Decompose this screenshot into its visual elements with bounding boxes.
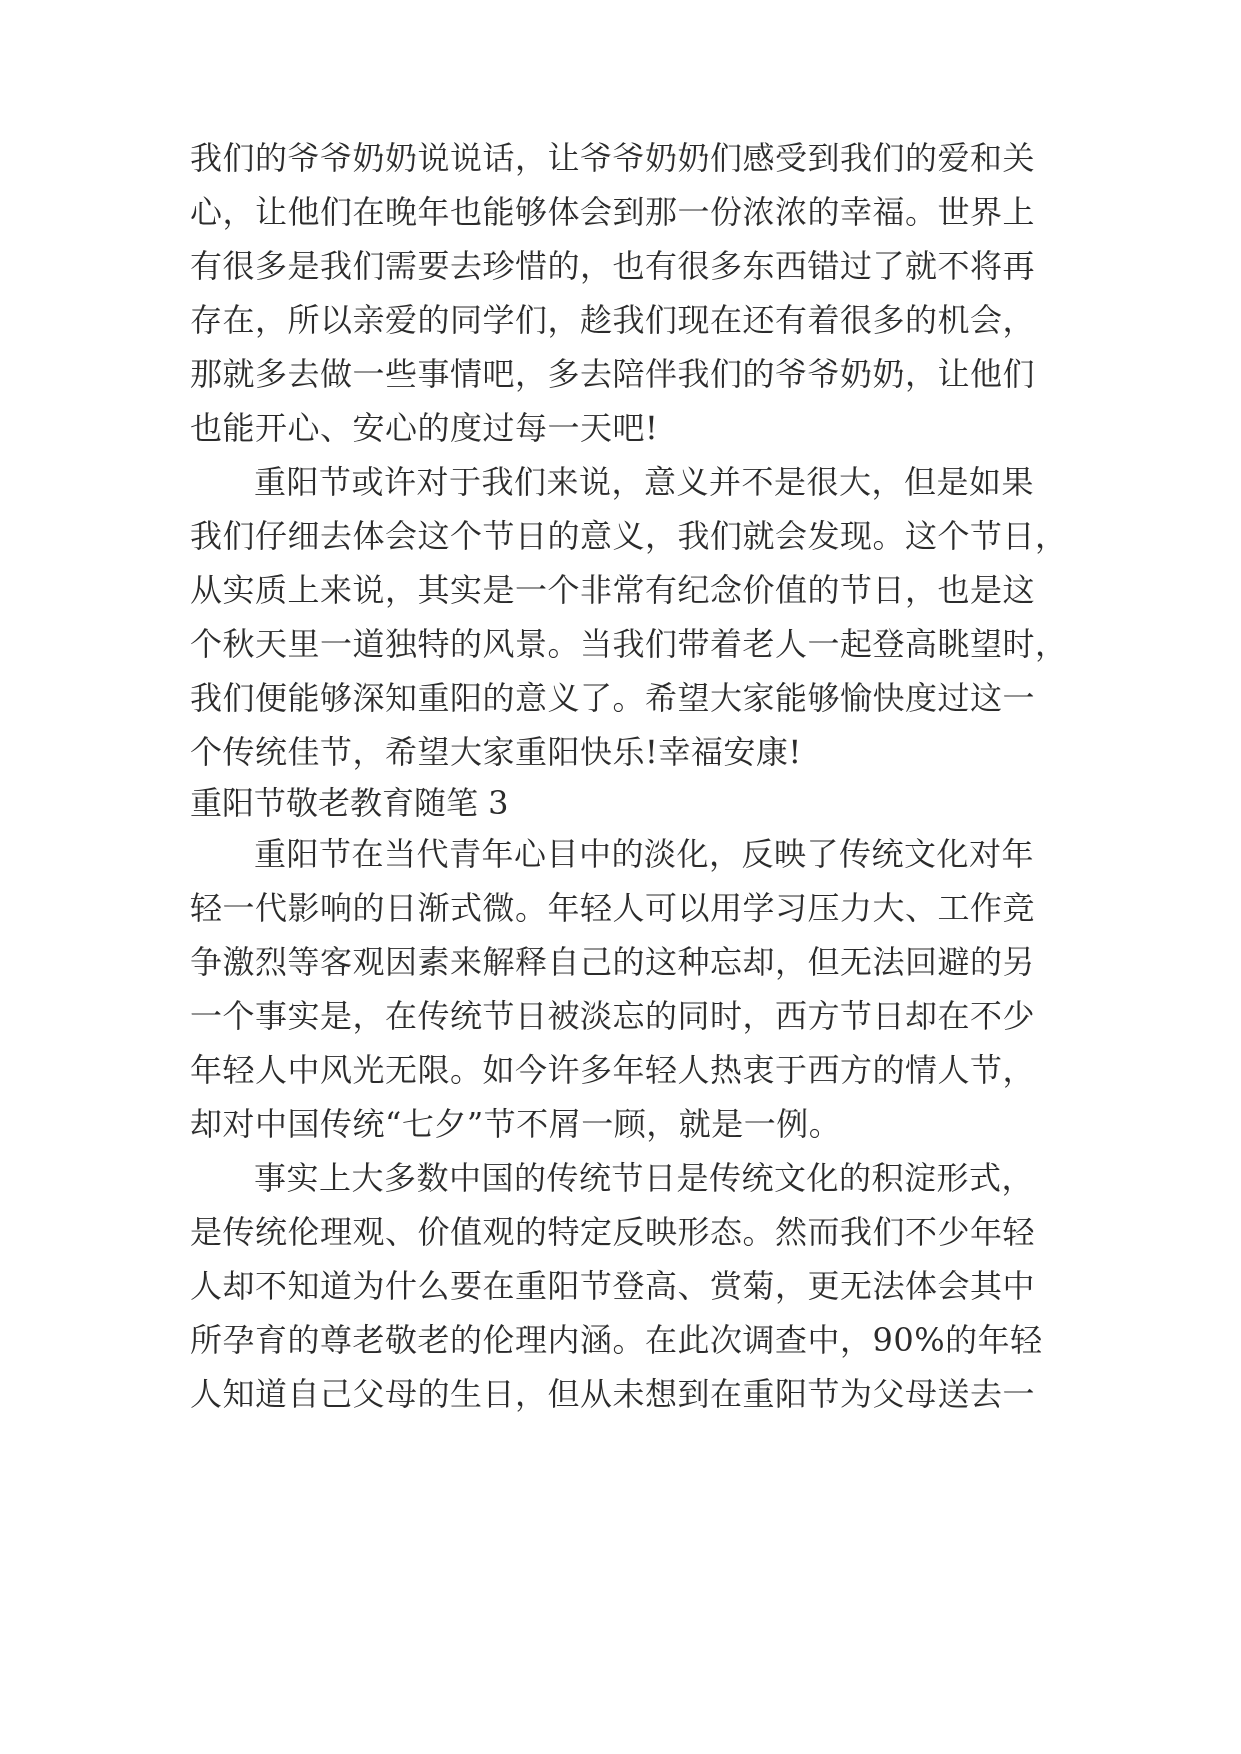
paragraph-line: 心，让他们在晚年也能够体会到那一份浓浓的幸福。世界上 (190, 193, 1036, 231)
paragraph-line: 个秋天里一道独特的风景。当我们带着老人一起登高眺望时， (190, 625, 1068, 663)
paragraph-first-line: 重阳节或许对于我们来说，意义并不是很大，但是如果 (254, 463, 1035, 501)
paragraph-line: 存在，所以亲爱的同学们，趁我们现在还有着很多的机会， (190, 301, 1036, 339)
paragraph-line: 一个事实是，在传统节日被淡忘的同时，西方节日却在不少 (190, 997, 1036, 1035)
paragraph-line: 我们仔细去体会这个节日的意义，我们就会发现。这个节日， (190, 517, 1068, 555)
paragraph-first-line: 重阳节在当代青年心目中的淡化，反映了传统文化对年 (254, 835, 1035, 873)
paragraph-line: 个传统佳节，希望大家重阳快乐!幸福安康! (190, 733, 802, 771)
paragraph-line: 人知道自己父母的生日，但从未想到在重阳节为父母送去一 (190, 1375, 1036, 1413)
paragraph-line: 也能开心、安心的度过每一天吧! (190, 409, 659, 447)
paragraph-line: 那就多去做一些事情吧，多去陪伴我们的爷爷奶奶，让他们 (190, 355, 1036, 393)
paragraph-first-line: 事实上大多数中国的传统节日是传统文化的积淀形式， (254, 1159, 1035, 1197)
paragraph-line: 人却不知道为什么要在重阳节登高、赏菊，更无法体会其中 (190, 1267, 1036, 1305)
paragraph-line: 所孕育的尊老敬老的伦理内涵。在此次调查中，90%的年轻 (190, 1321, 1043, 1359)
paragraph-line: 我们的爷爷奶奶说说话，让爷爷奶奶们感受到我们的爱和关 (190, 139, 1036, 177)
paragraph-line: 却对中国传统“七夕”节不屑一顾，就是一例。 (190, 1105, 842, 1143)
paragraph-line: 从实质上来说，其实是一个非常有纪念价值的节日，也是这 (190, 571, 1036, 609)
paragraph-line: 争激烈等客观因素来解释自己的这种忘却，但无法回避的另 (190, 943, 1036, 981)
paragraph-line: 我们便能够深知重阳的意义了。希望大家能够愉快度过这一 (190, 679, 1036, 717)
paragraph-line: 轻一代影响的日渐式微。年轻人可以用学习压力大、工作竞 (190, 889, 1036, 927)
paragraph-line: 有很多是我们需要去珍惜的，也有很多东西错过了就不将再 (190, 247, 1036, 285)
paragraph-line: 年轻人中风光无限。如今许多年轻人热衷于西方的情人节， (190, 1051, 1036, 1089)
paragraph-line: 是传统伦理观、价值观的特定反映形态。然而我们不少年轻 (190, 1213, 1036, 1251)
section-heading: 重阳节敬老教育随笔 3 (190, 784, 509, 822)
